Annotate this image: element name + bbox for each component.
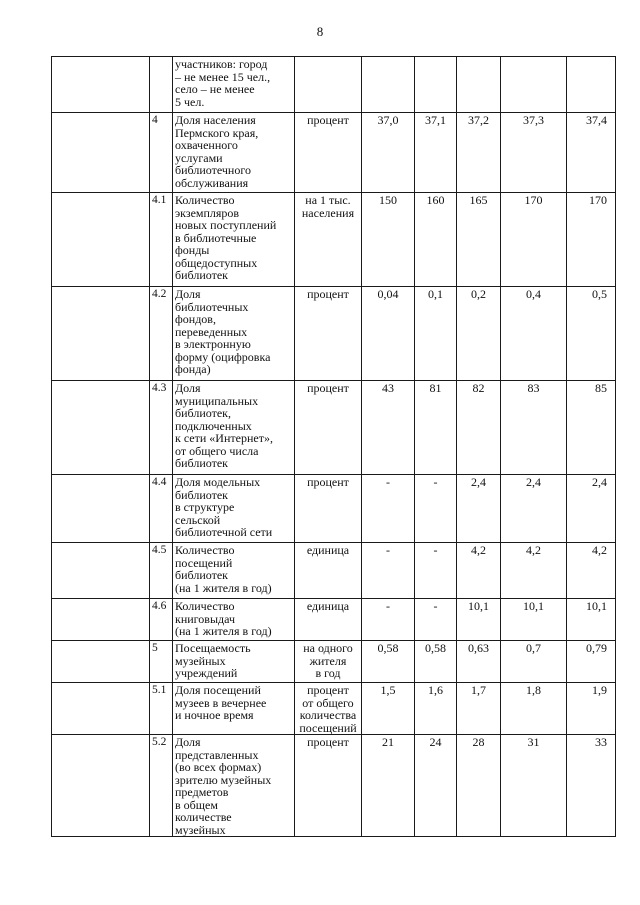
value-cell: 0,2: [457, 287, 501, 381]
blank-cell: [52, 113, 150, 193]
value-cell: 85: [567, 381, 616, 475]
blank-cell: [52, 287, 150, 381]
row-number-cell: 4.3: [150, 381, 173, 475]
indicators-table: [51, 56, 616, 837]
blank-cell: [52, 735, 150, 837]
value-cell: 1,9: [567, 683, 616, 735]
value-cell: 0,4: [501, 287, 567, 381]
value-cell: 1,5: [362, 683, 415, 735]
value-cell: 24: [415, 735, 457, 837]
unit-cell: единица: [295, 599, 362, 641]
row-number-cell: 4: [150, 113, 173, 193]
indicator-name-cell: Посещаемость музейных учреждений: [173, 641, 295, 683]
indicator-name-cell: Количество книговыдач (на 1 жителя в год): [173, 599, 295, 641]
blank-cell: [52, 599, 150, 641]
value-cell: -: [415, 475, 457, 543]
indicator-name-cell: Доля населения Пермского края, охваченного услугами библиотечного обслуживания: [173, 113, 295, 193]
value-cell: 83: [501, 381, 567, 475]
value-cell: [362, 57, 415, 113]
value-cell: 160: [415, 193, 457, 287]
table-row: [52, 287, 616, 381]
blank-cell: [52, 683, 150, 735]
blank-cell: [52, 193, 150, 287]
unit-cell: процент: [295, 735, 362, 837]
indicator-name-cell: Количество экземпляров новых поступлений в библиотечные фонды общедоступных библиотек: [173, 193, 295, 287]
unit-cell: процент: [295, 287, 362, 381]
value-cell: -: [415, 599, 457, 641]
table-row: [52, 735, 616, 837]
value-cell: -: [362, 543, 415, 599]
value-cell: 10,1: [501, 599, 567, 641]
value-cell: 0,58: [415, 641, 457, 683]
value-cell: 43: [362, 381, 415, 475]
row-number-cell: 4.4: [150, 475, 173, 543]
unit-cell: на одного жителя в год: [295, 641, 362, 683]
value-cell: 10,1: [567, 599, 616, 641]
table-body: [52, 57, 616, 837]
unit-cell: процент от общего количества посещений: [295, 683, 362, 735]
row-number-cell: 5: [150, 641, 173, 683]
indicator-name-cell: Доля посещений музеев в вечернее и ночное время: [173, 683, 295, 735]
indicator-name-cell: Доля муниципальных библиотек, подключенных к сети «Интернет», от общего числа библиотек: [173, 381, 295, 475]
value-cell: 4,2: [501, 543, 567, 599]
table-row: [52, 113, 616, 193]
value-cell: 21: [362, 735, 415, 837]
indicator-name-cell: участников: город – не менее 15 чел., село – не менее 5 чел.: [173, 57, 295, 113]
row-number-cell: 5.2: [150, 735, 173, 837]
row-number-cell: 4.1: [150, 193, 173, 287]
row-number-cell: [150, 57, 173, 113]
value-cell: -: [362, 599, 415, 641]
blank-cell: [52, 543, 150, 599]
blank-cell: [52, 641, 150, 683]
value-cell: [457, 57, 501, 113]
value-cell: 81: [415, 381, 457, 475]
value-cell: 82: [457, 381, 501, 475]
value-cell: -: [362, 475, 415, 543]
value-cell: 0,58: [362, 641, 415, 683]
value-cell: 150: [362, 193, 415, 287]
value-cell: 170: [567, 193, 616, 287]
value-cell: 33: [567, 735, 616, 837]
table-row: [52, 475, 616, 543]
unit-cell: единица: [295, 543, 362, 599]
table-row: [52, 683, 616, 735]
table-row: [52, 599, 616, 641]
indicator-name-cell: Количество посещений библиотек (на 1 жителя в год): [173, 543, 295, 599]
value-cell: 37,1: [415, 113, 457, 193]
value-cell: [501, 57, 567, 113]
blank-cell: [52, 57, 150, 113]
value-cell: 0,63: [457, 641, 501, 683]
value-cell: 4,2: [567, 543, 616, 599]
value-cell: 37,4: [567, 113, 616, 193]
value-cell: 170: [501, 193, 567, 287]
value-cell: 4,2: [457, 543, 501, 599]
indicator-name-cell: Доля представленных (во всех формах) зрителю музейных предметов в общем количестве музейных: [173, 735, 295, 837]
value-cell: 10,1: [457, 599, 501, 641]
value-cell: 0,04: [362, 287, 415, 381]
value-cell: 1,7: [457, 683, 501, 735]
table-row: [52, 381, 616, 475]
value-cell: 31: [501, 735, 567, 837]
indicator-name-cell: Доля модельных библиотек в структуре сельской библиотечной сети: [173, 475, 295, 543]
table-row: [52, 543, 616, 599]
value-cell: 28: [457, 735, 501, 837]
table-row: [52, 641, 616, 683]
value-cell: 1,8: [501, 683, 567, 735]
unit-cell: процент: [295, 475, 362, 543]
value-cell: 0,7: [501, 641, 567, 683]
value-cell: [415, 57, 457, 113]
unit-cell: на 1 тыс. населения: [295, 193, 362, 287]
unit-cell: процент: [295, 381, 362, 475]
blank-cell: [52, 381, 150, 475]
value-cell: 37,3: [501, 113, 567, 193]
value-cell: 2,4: [501, 475, 567, 543]
value-cell: -: [415, 543, 457, 599]
value-cell: 0,79: [567, 641, 616, 683]
value-cell: 165: [457, 193, 501, 287]
row-number-cell: 4.6: [150, 599, 173, 641]
value-cell: 2,4: [567, 475, 616, 543]
value-cell: 37,2: [457, 113, 501, 193]
indicator-name-cell: Доля библиотечных фондов, переведенных в электронную форму (оцифровка фонда): [173, 287, 295, 381]
table-row: [52, 193, 616, 287]
blank-cell: [52, 475, 150, 543]
value-cell: 0,5: [567, 287, 616, 381]
value-cell: 0,1: [415, 287, 457, 381]
value-cell: 37,0: [362, 113, 415, 193]
unit-cell: [295, 57, 362, 113]
value-cell: 2,4: [457, 475, 501, 543]
row-number-cell: 4.2: [150, 287, 173, 381]
value-cell: 1,6: [415, 683, 457, 735]
page-number: 8: [316, 24, 324, 39]
unit-cell: процент: [295, 113, 362, 193]
row-number-cell: 5.1: [150, 683, 173, 735]
row-number-cell: 4.5: [150, 543, 173, 599]
table-row: [52, 57, 616, 113]
value-cell: [567, 57, 616, 113]
